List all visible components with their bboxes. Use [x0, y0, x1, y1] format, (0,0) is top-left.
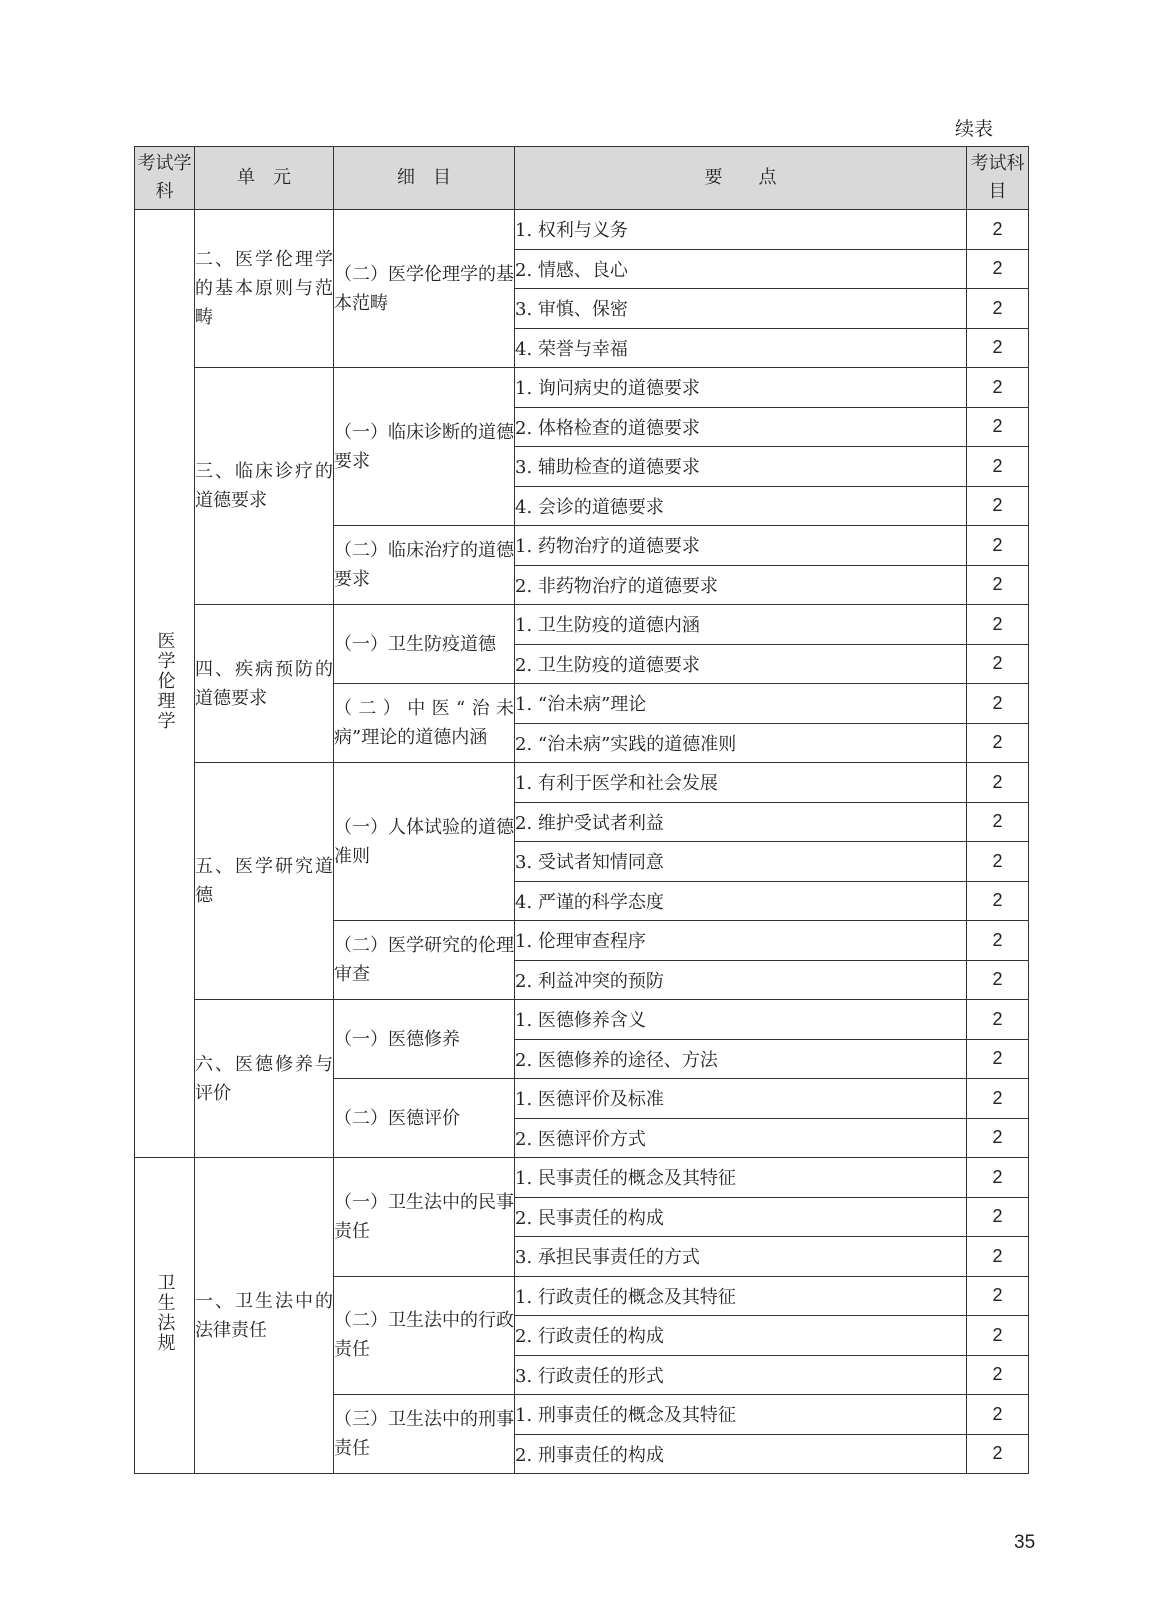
point-cell: 3. 承担民事责任的方式 [515, 1237, 967, 1277]
score-cell: 2 [967, 407, 1029, 447]
score-cell: 2 [967, 1276, 1029, 1316]
item-cell: （一）人体试验的道德准则 [334, 763, 515, 921]
point-cell: 2. 医德修养的途径、方法 [515, 1039, 967, 1079]
header-subject: 考试学科 [135, 147, 195, 210]
item-cell: （二）中医“治未病”理论的道德内涵 [334, 684, 515, 763]
point-cell: 2. 非药物治疗的道德要求 [515, 565, 967, 605]
score-cell: 2 [967, 723, 1029, 763]
item-cell: （一）卫生法中的民事责任 [334, 1158, 515, 1277]
score-cell: 2 [967, 526, 1029, 566]
point-cell: 3. 审慎、保密 [515, 289, 967, 329]
point-cell: 1. 卫生防疫的道德内涵 [515, 605, 967, 645]
item-cell: （二）临床治疗的道德要求 [334, 526, 515, 605]
subject-cell [135, 210, 195, 1158]
point-cell: 4. 荣誉与幸福 [515, 328, 967, 368]
page-number: 35 [1014, 1532, 1036, 1553]
point-cell: 2. “治未病”实践的道德准则 [515, 723, 967, 763]
score-cell: 2 [967, 1395, 1029, 1435]
score-cell: 2 [967, 802, 1029, 842]
point-cell: 4. 严谨的科学态度 [515, 881, 967, 921]
item-cell: （一）临床诊断的道德要求 [334, 368, 515, 526]
score-cell: 2 [967, 1316, 1029, 1356]
point-cell: 1. “治未病”理论 [515, 684, 967, 724]
point-cell: 1. 伦理审查程序 [515, 921, 967, 961]
point-cell: 2. 体格检查的道德要求 [515, 407, 967, 447]
score-cell: 2 [967, 1079, 1029, 1119]
score-cell: 2 [967, 763, 1029, 803]
point-cell: 3. 受试者知情同意 [515, 842, 967, 882]
table-row [135, 1000, 1029, 1040]
unit-cell: 一、卫生法中的法律责任 [195, 1158, 334, 1474]
unit-cell: 六、医德修养与评价 [195, 1000, 334, 1158]
header-point: 要 点 [515, 147, 967, 210]
point-cell: 3. 辅助检查的道德要求 [515, 447, 967, 487]
score-cell: 2 [967, 1237, 1029, 1277]
point-cell: 1. 医德评价及标准 [515, 1079, 967, 1119]
point-cell: 2. 利益冲突的预防 [515, 960, 967, 1000]
point-cell: 2. 维护受试者利益 [515, 802, 967, 842]
score-cell: 2 [967, 605, 1029, 645]
point-cell: 3. 行政责任的形式 [515, 1355, 967, 1395]
table-body [135, 210, 1029, 1474]
score-cell: 2 [967, 644, 1029, 684]
table-row [135, 210, 1029, 250]
score-cell: 2 [967, 1197, 1029, 1237]
score-cell: 2 [967, 447, 1029, 487]
unit-cell: 五、医学研究道德 [195, 763, 334, 1000]
score-cell: 2 [967, 368, 1029, 408]
point-cell: 2. 医德评价方式 [515, 1118, 967, 1158]
score-cell: 2 [967, 684, 1029, 724]
subject-label: 卫生法规 [154, 1273, 176, 1353]
table-row [135, 763, 1029, 803]
score-cell: 2 [967, 328, 1029, 368]
point-cell: 1. 民事责任的概念及其特征 [515, 1158, 967, 1198]
header-item: 细 目 [334, 147, 515, 210]
point-cell: 2. 行政责任的构成 [515, 1316, 967, 1356]
header-unit: 单 元 [195, 147, 334, 210]
score-cell: 2 [967, 1000, 1029, 1040]
score-cell: 2 [967, 1039, 1029, 1079]
point-cell: 1. 医德修养含义 [515, 1000, 967, 1040]
item-cell: （二）医德评价 [334, 1079, 515, 1158]
score-cell: 2 [967, 921, 1029, 961]
subject-label: 医学伦理学 [154, 631, 176, 731]
score-cell: 2 [967, 1355, 1029, 1395]
unit-cell: 二、医学伦理学的基本原则与范畴 [195, 210, 334, 368]
item-cell: （二）卫生法中的行政责任 [334, 1276, 515, 1395]
unit-cell: 四、疾病预防的道德要求 [195, 605, 334, 763]
score-cell: 2 [967, 1118, 1029, 1158]
table-row [135, 1158, 1029, 1198]
point-cell: 1. 权利与义务 [515, 210, 967, 250]
point-cell: 1. 药物治疗的道德要求 [515, 526, 967, 566]
point-cell: 1. 刑事责任的概念及其特征 [515, 1395, 967, 1435]
item-cell: （二）医学伦理学的基本范畴 [334, 210, 515, 368]
table-row [135, 368, 1029, 408]
score-cell: 2 [967, 1158, 1029, 1198]
score-cell: 2 [967, 210, 1029, 250]
point-cell: 2. 卫生防疫的道德要求 [515, 644, 967, 684]
score-cell: 2 [967, 486, 1029, 526]
point-cell: 4. 会诊的道德要求 [515, 486, 967, 526]
score-cell: 2 [967, 289, 1029, 329]
point-cell: 2. 民事责任的构成 [515, 1197, 967, 1237]
syllabus-table [134, 146, 1029, 1474]
unit-cell: 三、临床诊疗的道德要求 [195, 368, 334, 605]
continuation-label: 续表 [955, 118, 994, 140]
point-cell: 1. 行政责任的概念及其特征 [515, 1276, 967, 1316]
header-score: 考试科目 [967, 147, 1029, 210]
point-cell: 2. 刑事责任的构成 [515, 1434, 967, 1474]
point-cell: 2. 情感、良心 [515, 249, 967, 289]
item-cell: （一）医德修养 [334, 1000, 515, 1079]
score-cell: 2 [967, 881, 1029, 921]
header-row [135, 147, 1029, 210]
score-cell: 2 [967, 565, 1029, 605]
score-cell: 2 [967, 1434, 1029, 1474]
point-cell: 1. 有利于医学和社会发展 [515, 763, 967, 803]
item-cell: （三）卫生法中的刑事责任 [334, 1395, 515, 1474]
subject-cell [135, 1158, 195, 1474]
score-cell: 2 [967, 842, 1029, 882]
score-cell: 2 [967, 249, 1029, 289]
table-row [135, 605, 1029, 645]
item-cell: （一）卫生防疫道德 [334, 605, 515, 684]
item-cell: （二）医学研究的伦理审查 [334, 921, 515, 1000]
point-cell: 1. 询问病史的道德要求 [515, 368, 967, 408]
score-cell: 2 [967, 960, 1029, 1000]
